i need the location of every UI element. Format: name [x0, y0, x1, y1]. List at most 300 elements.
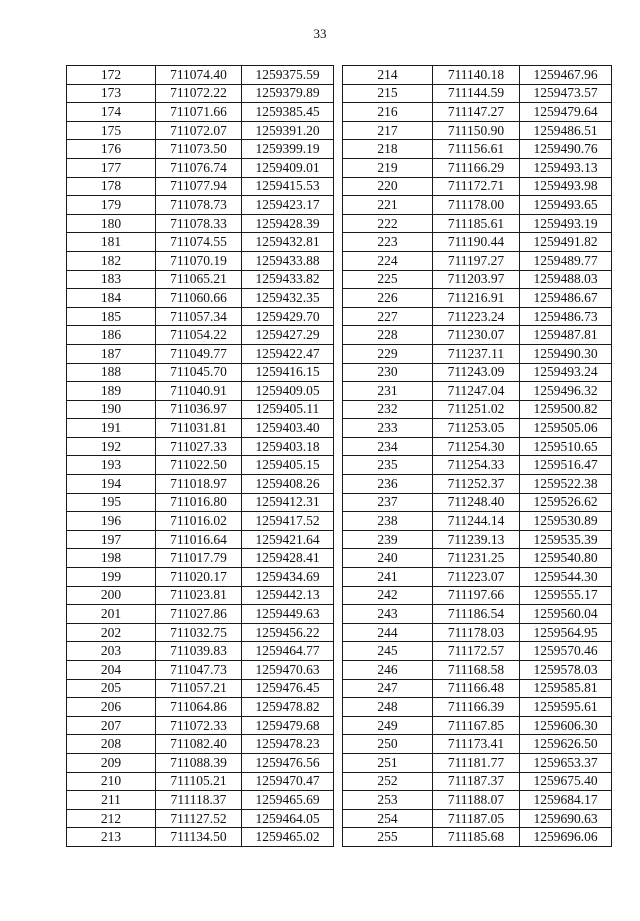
x-coordinate-cell: 711248.40: [433, 493, 520, 512]
y-coordinate-cell: 1259432.81: [242, 233, 334, 252]
y-coordinate-cell: 1259606.30: [520, 716, 612, 735]
x-coordinate-cell: 711166.48: [433, 679, 520, 698]
coordinates-table-left-body: [67, 66, 334, 847]
y-coordinate-cell: 1259403.40: [242, 419, 334, 438]
y-coordinate-cell: 1259690.63: [520, 809, 612, 828]
table-row: [67, 196, 334, 215]
table-row: [67, 363, 334, 382]
x-coordinate-cell: 711047.73: [156, 661, 242, 680]
table-row: [343, 419, 612, 438]
table-row: [343, 363, 612, 382]
coordinates-table-right-body: [343, 66, 612, 847]
coordinates-table-left: [66, 65, 334, 847]
x-coordinate-cell: 711057.21: [156, 679, 242, 698]
point-number-cell: 189: [67, 382, 156, 401]
x-coordinate-cell: 711156.61: [433, 140, 520, 159]
table-row: [343, 809, 612, 828]
x-coordinate-cell: 711017.79: [156, 549, 242, 568]
table-row: [343, 586, 612, 605]
x-coordinate-cell: 711181.77: [433, 753, 520, 772]
table-row: [67, 679, 334, 698]
point-number-cell: 234: [343, 437, 433, 456]
y-coordinate-cell: 1259423.17: [242, 196, 334, 215]
y-coordinate-cell: 1259464.05: [242, 809, 334, 828]
x-coordinate-cell: 711230.07: [433, 326, 520, 345]
y-coordinate-cell: 1259595.61: [520, 698, 612, 717]
x-coordinate-cell: 711172.57: [433, 642, 520, 661]
y-coordinate-cell: 1259516.47: [520, 456, 612, 475]
x-coordinate-cell: 711127.52: [156, 809, 242, 828]
x-coordinate-cell: 711252.37: [433, 475, 520, 494]
point-number-cell: 245: [343, 642, 433, 661]
x-coordinate-cell: 711027.33: [156, 437, 242, 456]
point-number-cell: 213: [67, 828, 156, 847]
table-row: [343, 549, 612, 568]
table-row: [67, 735, 334, 754]
y-coordinate-cell: 1259578.03: [520, 661, 612, 680]
y-coordinate-cell: 1259405.11: [242, 400, 334, 419]
x-coordinate-cell: 711016.02: [156, 512, 242, 531]
y-coordinate-cell: 1259433.82: [242, 270, 334, 289]
x-coordinate-cell: 711244.14: [433, 512, 520, 531]
y-coordinate-cell: 1259493.19: [520, 214, 612, 233]
table-row: [67, 270, 334, 289]
y-coordinate-cell: 1259421.64: [242, 530, 334, 549]
table-row: [67, 809, 334, 828]
point-number-cell: 202: [67, 623, 156, 642]
y-coordinate-cell: 1259375.59: [242, 66, 334, 85]
point-number-cell: 237: [343, 493, 433, 512]
point-number-cell: 199: [67, 568, 156, 587]
y-coordinate-cell: 1259526.62: [520, 493, 612, 512]
table-row: [343, 233, 612, 252]
point-number-cell: 217: [343, 121, 433, 140]
point-number-cell: 181: [67, 233, 156, 252]
y-coordinate-cell: 1259505.06: [520, 419, 612, 438]
y-coordinate-cell: 1259417.52: [242, 512, 334, 531]
x-coordinate-cell: 711060.66: [156, 289, 242, 308]
x-coordinate-cell: 711064.86: [156, 698, 242, 717]
table-row: [343, 661, 612, 680]
x-coordinate-cell: 711045.70: [156, 363, 242, 382]
point-number-cell: 210: [67, 772, 156, 791]
point-number-cell: 233: [343, 419, 433, 438]
y-coordinate-cell: 1259490.76: [520, 140, 612, 159]
point-number-cell: 178: [67, 177, 156, 196]
table-row: [67, 214, 334, 233]
x-coordinate-cell: 711237.11: [433, 344, 520, 363]
point-number-cell: 174: [67, 103, 156, 122]
x-coordinate-cell: 711166.29: [433, 158, 520, 177]
y-coordinate-cell: 1259564.95: [520, 623, 612, 642]
table-row: [67, 326, 334, 345]
y-coordinate-cell: 1259486.67: [520, 289, 612, 308]
y-coordinate-cell: 1259415.53: [242, 177, 334, 196]
y-coordinate-cell: 1259476.56: [242, 753, 334, 772]
x-coordinate-cell: 711057.34: [156, 307, 242, 326]
table-row: [343, 791, 612, 810]
table-row: [343, 772, 612, 791]
point-number-cell: 200: [67, 586, 156, 605]
table-row: [343, 158, 612, 177]
y-coordinate-cell: 1259684.17: [520, 791, 612, 810]
point-number-cell: 232: [343, 400, 433, 419]
y-coordinate-cell: 1259442.13: [242, 586, 334, 605]
table-row: [343, 642, 612, 661]
table-row: [67, 512, 334, 531]
x-coordinate-cell: 711168.58: [433, 661, 520, 680]
y-coordinate-cell: 1259535.39: [520, 530, 612, 549]
y-coordinate-cell: 1259488.03: [520, 270, 612, 289]
point-number-cell: 223: [343, 233, 433, 252]
point-number-cell: 225: [343, 270, 433, 289]
table-row: [343, 623, 612, 642]
table-row: [343, 251, 612, 270]
point-number-cell: 188: [67, 363, 156, 382]
y-coordinate-cell: 1259429.70: [242, 307, 334, 326]
table-row: [343, 753, 612, 772]
y-coordinate-cell: 1259433.88: [242, 251, 334, 270]
table-row: [67, 66, 334, 85]
point-number-cell: 212: [67, 809, 156, 828]
table-row: [67, 549, 334, 568]
table-row: [67, 251, 334, 270]
point-number-cell: 251: [343, 753, 433, 772]
point-number-cell: 196: [67, 512, 156, 531]
point-number-cell: 207: [67, 716, 156, 735]
table-row: [67, 586, 334, 605]
x-coordinate-cell: 711134.50: [156, 828, 242, 847]
y-coordinate-cell: 1259493.13: [520, 158, 612, 177]
x-coordinate-cell: 711243.09: [433, 363, 520, 382]
x-coordinate-cell: 711150.90: [433, 121, 520, 140]
table-row: [67, 698, 334, 717]
x-coordinate-cell: 711072.07: [156, 121, 242, 140]
x-coordinate-cell: 711178.03: [433, 623, 520, 642]
x-coordinate-cell: 711018.97: [156, 475, 242, 494]
y-coordinate-cell: 1259496.32: [520, 382, 612, 401]
point-number-cell: 205: [67, 679, 156, 698]
table-row: [343, 84, 612, 103]
table-row: [343, 326, 612, 345]
y-coordinate-cell: 1259490.30: [520, 344, 612, 363]
y-coordinate-cell: 1259478.82: [242, 698, 334, 717]
x-coordinate-cell: 711197.66: [433, 586, 520, 605]
point-number-cell: 227: [343, 307, 433, 326]
y-coordinate-cell: 1259432.35: [242, 289, 334, 308]
x-coordinate-cell: 711178.00: [433, 196, 520, 215]
table-row: [67, 177, 334, 196]
y-coordinate-cell: 1259428.41: [242, 549, 334, 568]
table-row: [343, 698, 612, 717]
point-number-cell: 219: [343, 158, 433, 177]
x-coordinate-cell: 711254.30: [433, 437, 520, 456]
x-coordinate-cell: 711020.17: [156, 568, 242, 587]
point-number-cell: 191: [67, 419, 156, 438]
table-row: [343, 400, 612, 419]
y-coordinate-cell: 1259473.57: [520, 84, 612, 103]
point-number-cell: 215: [343, 84, 433, 103]
point-number-cell: 211: [67, 791, 156, 810]
y-coordinate-cell: 1259464.77: [242, 642, 334, 661]
point-number-cell: 255: [343, 828, 433, 847]
y-coordinate-cell: 1259479.64: [520, 103, 612, 122]
y-coordinate-cell: 1259422.47: [242, 344, 334, 363]
table-row: [343, 196, 612, 215]
page-number: 33: [313, 26, 327, 41]
point-number-cell: 172: [67, 66, 156, 85]
table-row: [343, 103, 612, 122]
y-coordinate-cell: 1259491.82: [520, 233, 612, 252]
y-coordinate-cell: 1259585.81: [520, 679, 612, 698]
point-number-cell: 206: [67, 698, 156, 717]
point-number-cell: 244: [343, 623, 433, 642]
y-coordinate-cell: 1259493.24: [520, 363, 612, 382]
y-coordinate-cell: 1259653.37: [520, 753, 612, 772]
y-coordinate-cell: 1259385.45: [242, 103, 334, 122]
point-number-cell: 182: [67, 251, 156, 270]
table-row: [67, 623, 334, 642]
table-row: [67, 158, 334, 177]
point-number-cell: 176: [67, 140, 156, 159]
table-row: [67, 344, 334, 363]
x-coordinate-cell: 711118.37: [156, 791, 242, 810]
point-number-cell: 203: [67, 642, 156, 661]
table-row: [67, 753, 334, 772]
table-row: [343, 530, 612, 549]
y-coordinate-cell: 1259479.68: [242, 716, 334, 735]
x-coordinate-cell: 711187.05: [433, 809, 520, 828]
x-coordinate-cell: 711040.91: [156, 382, 242, 401]
table-row: [67, 84, 334, 103]
y-coordinate-cell: 1259399.19: [242, 140, 334, 159]
y-coordinate-cell: 1259486.51: [520, 121, 612, 140]
x-coordinate-cell: 711070.19: [156, 251, 242, 270]
y-coordinate-cell: 1259408.26: [242, 475, 334, 494]
y-coordinate-cell: 1259409.05: [242, 382, 334, 401]
table-row: [343, 493, 612, 512]
y-coordinate-cell: 1259456.22: [242, 623, 334, 642]
x-coordinate-cell: 711247.04: [433, 382, 520, 401]
table-row: [67, 530, 334, 549]
x-coordinate-cell: 711016.80: [156, 493, 242, 512]
x-coordinate-cell: 711231.25: [433, 549, 520, 568]
point-number-cell: 201: [67, 605, 156, 624]
table-row: [67, 475, 334, 494]
x-coordinate-cell: 711188.07: [433, 791, 520, 810]
x-coordinate-cell: 711190.44: [433, 233, 520, 252]
y-coordinate-cell: 1259465.02: [242, 828, 334, 847]
x-coordinate-cell: 711167.85: [433, 716, 520, 735]
table-row: [67, 121, 334, 140]
y-coordinate-cell: 1259391.20: [242, 121, 334, 140]
x-coordinate-cell: 711253.05: [433, 419, 520, 438]
y-coordinate-cell: 1259510.65: [520, 437, 612, 456]
table-row: [67, 140, 334, 159]
table-row: [343, 568, 612, 587]
point-number-cell: 254: [343, 809, 433, 828]
x-coordinate-cell: 711054.22: [156, 326, 242, 345]
y-coordinate-cell: 1259434.69: [242, 568, 334, 587]
point-number-cell: 230: [343, 363, 433, 382]
point-number-cell: 198: [67, 549, 156, 568]
y-coordinate-cell: 1259379.89: [242, 84, 334, 103]
point-number-cell: 175: [67, 121, 156, 140]
point-number-cell: 197: [67, 530, 156, 549]
x-coordinate-cell: 711144.59: [433, 84, 520, 103]
x-coordinate-cell: 711078.73: [156, 196, 242, 215]
point-number-cell: 194: [67, 475, 156, 494]
point-number-cell: 209: [67, 753, 156, 772]
table-row: [67, 661, 334, 680]
table-row: [343, 605, 612, 624]
table-row: [343, 382, 612, 401]
x-coordinate-cell: 711185.61: [433, 214, 520, 233]
table-row: [67, 772, 334, 791]
point-number-cell: 238: [343, 512, 433, 531]
x-coordinate-cell: 711197.27: [433, 251, 520, 270]
table-row: [67, 419, 334, 438]
table-row: [67, 605, 334, 624]
point-number-cell: 195: [67, 493, 156, 512]
x-coordinate-cell: 711173.41: [433, 735, 520, 754]
x-coordinate-cell: 711172.71: [433, 177, 520, 196]
table-row: [343, 66, 612, 85]
table-row: [67, 642, 334, 661]
table-row: [67, 716, 334, 735]
table-row: [343, 214, 612, 233]
point-number-cell: 208: [67, 735, 156, 754]
point-number-cell: 241: [343, 568, 433, 587]
x-coordinate-cell: 711022.50: [156, 456, 242, 475]
y-coordinate-cell: 1259470.47: [242, 772, 334, 791]
point-number-cell: 250: [343, 735, 433, 754]
point-number-cell: 249: [343, 716, 433, 735]
table-row: [67, 382, 334, 401]
x-coordinate-cell: 711216.91: [433, 289, 520, 308]
y-coordinate-cell: 1259555.17: [520, 586, 612, 605]
x-coordinate-cell: 711036.97: [156, 400, 242, 419]
table-row: [67, 233, 334, 252]
x-coordinate-cell: 711082.40: [156, 735, 242, 754]
point-number-cell: 186: [67, 326, 156, 345]
y-coordinate-cell: 1259522.38: [520, 475, 612, 494]
table-row: [343, 121, 612, 140]
x-coordinate-cell: 711078.33: [156, 214, 242, 233]
point-number-cell: 235: [343, 456, 433, 475]
x-coordinate-cell: 711016.64: [156, 530, 242, 549]
x-coordinate-cell: 711254.33: [433, 456, 520, 475]
y-coordinate-cell: 1259476.45: [242, 679, 334, 698]
y-coordinate-cell: 1259470.63: [242, 661, 334, 680]
y-coordinate-cell: 1259428.39: [242, 214, 334, 233]
x-coordinate-cell: 711223.07: [433, 568, 520, 587]
point-number-cell: 236: [343, 475, 433, 494]
table-row: [67, 568, 334, 587]
table-row: [67, 437, 334, 456]
table-row: [343, 828, 612, 847]
table-row: [343, 270, 612, 289]
y-coordinate-cell: 1259412.31: [242, 493, 334, 512]
point-number-cell: 243: [343, 605, 433, 624]
table-row: [343, 475, 612, 494]
table-row: [343, 437, 612, 456]
y-coordinate-cell: 1259403.18: [242, 437, 334, 456]
point-number-cell: 216: [343, 103, 433, 122]
point-number-cell: 185: [67, 307, 156, 326]
point-number-cell: 204: [67, 661, 156, 680]
table-row: [343, 140, 612, 159]
x-coordinate-cell: 711076.74: [156, 158, 242, 177]
y-coordinate-cell: 1259530.89: [520, 512, 612, 531]
x-coordinate-cell: 711251.02: [433, 400, 520, 419]
table-row: [67, 103, 334, 122]
x-coordinate-cell: 711073.50: [156, 140, 242, 159]
x-coordinate-cell: 711166.39: [433, 698, 520, 717]
x-coordinate-cell: 711074.55: [156, 233, 242, 252]
point-number-cell: 187: [67, 344, 156, 363]
x-coordinate-cell: 711147.27: [433, 103, 520, 122]
point-number-cell: 239: [343, 530, 433, 549]
x-coordinate-cell: 711032.75: [156, 623, 242, 642]
table-row: [343, 289, 612, 308]
table-row: [343, 307, 612, 326]
y-coordinate-cell: 1259560.04: [520, 605, 612, 624]
y-coordinate-cell: 1259467.96: [520, 66, 612, 85]
point-number-cell: 229: [343, 344, 433, 363]
table-row: [343, 679, 612, 698]
y-coordinate-cell: 1259626.50: [520, 735, 612, 754]
point-number-cell: 247: [343, 679, 433, 698]
x-coordinate-cell: 711039.83: [156, 642, 242, 661]
point-number-cell: 252: [343, 772, 433, 791]
y-coordinate-cell: 1259500.82: [520, 400, 612, 419]
point-number-cell: 192: [67, 437, 156, 456]
table-row: [67, 493, 334, 512]
x-coordinate-cell: 711023.81: [156, 586, 242, 605]
y-coordinate-cell: 1259449.63: [242, 605, 334, 624]
y-coordinate-cell: 1259493.98: [520, 177, 612, 196]
x-coordinate-cell: 711065.21: [156, 270, 242, 289]
point-number-cell: 220: [343, 177, 433, 196]
point-number-cell: 226: [343, 289, 433, 308]
point-number-cell: 240: [343, 549, 433, 568]
y-coordinate-cell: 1259570.46: [520, 642, 612, 661]
point-number-cell: 190: [67, 400, 156, 419]
x-coordinate-cell: 711074.40: [156, 66, 242, 85]
point-number-cell: 193: [67, 456, 156, 475]
point-number-cell: 228: [343, 326, 433, 345]
y-coordinate-cell: 1259487.81: [520, 326, 612, 345]
y-coordinate-cell: 1259544.30: [520, 568, 612, 587]
y-coordinate-cell: 1259675.40: [520, 772, 612, 791]
x-coordinate-cell: 711186.54: [433, 605, 520, 624]
table-row: [67, 456, 334, 475]
x-coordinate-cell: 711088.39: [156, 753, 242, 772]
point-number-cell: 222: [343, 214, 433, 233]
point-number-cell: 183: [67, 270, 156, 289]
point-number-cell: 231: [343, 382, 433, 401]
point-number-cell: 242: [343, 586, 433, 605]
table-row: [67, 400, 334, 419]
x-coordinate-cell: 711140.18: [433, 66, 520, 85]
table-row: [343, 344, 612, 363]
table-row: [343, 456, 612, 475]
table-row: [67, 828, 334, 847]
table-row: [343, 177, 612, 196]
point-number-cell: 218: [343, 140, 433, 159]
y-coordinate-cell: 1259409.01: [242, 158, 334, 177]
